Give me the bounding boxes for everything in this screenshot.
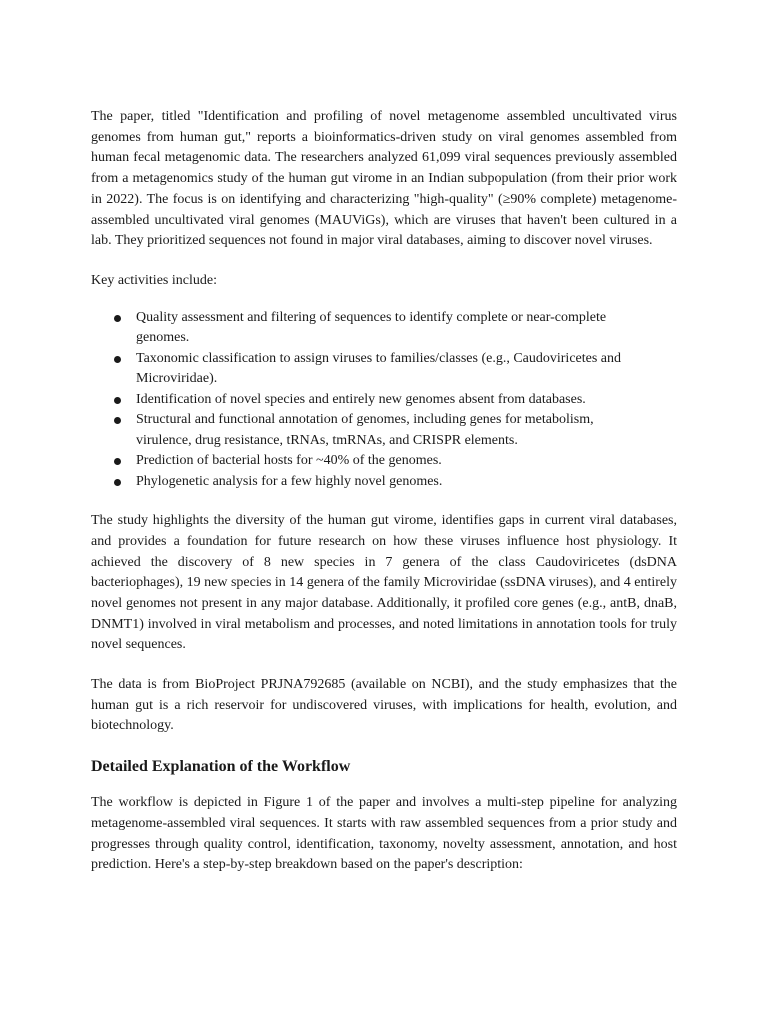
bullet-icon xyxy=(114,356,121,363)
highlights-paragraph: The study highlights the diversity of the human gut virome, identifies gaps in current viral databases, and provides a foundation for future research on how these viruses influence host physiology. It achieved the discovery of 8 new species in 7 genera of the class Caudoviricetes (dsDNA bacteriophages), 19 new species in 14 genera of the family Microviridae (ssDNA viruses), and 4 entirely novel genomes not present in any major database. Additionally, it profiled core genes (e.g., antB, dnaB, DNMT1) involved in viral metabolism and processes, and noted limitations in annotation tools for truly novel sequences. xyxy=(91,513,677,653)
key-activities-list xyxy=(91,308,677,493)
list-item xyxy=(136,472,677,493)
list-item-text: Prediction of bacterial hosts for ~40% of the genomes. xyxy=(136,453,442,469)
list-item-text: Taxonomic classification to assign viruses to families/classes (e.g., Caudoviricetes and Microviridae). xyxy=(136,350,622,387)
list-item xyxy=(136,410,677,451)
intro-paragraph: The paper, titled "Identification and profiling of novel metagenome assembled uncultivated virus genomes from human gut," reports a bioinformatics-driven study on viral genomes assembled from human fecal metagenomic data. The researchers analyzed 61,099 viral sequences previously assembled from a metagenomics study of the human gut virome in an Indian subpopulation (from their prior work in 2022). The focus is on identifying and characterizing "high-quality" (≥90% complete) metagenome-assembled uncultivated viral genomes (MAUViGs), which are viruses that haven't been cultured in a lab. They prioritized sequences not found in major viral databases, aiming to discover novel viruses. xyxy=(91,109,677,249)
list-item xyxy=(136,451,677,472)
list-item-text: Quality assessment and filtering of sequences to identify complete or near-complete genomes. xyxy=(136,309,607,346)
bullet-icon xyxy=(114,417,121,424)
bullet-icon xyxy=(114,458,121,465)
bullet-icon xyxy=(114,397,121,404)
section-heading: Detailed Explanation of the Workflow xyxy=(91,758,351,776)
bullet-icon xyxy=(114,479,121,486)
key-activities-lead: Key activities include: xyxy=(91,272,217,288)
list-item xyxy=(136,308,677,349)
list-item-text: Identification of novel species and entirely new genomes absent from databases. xyxy=(136,391,586,407)
data-source-paragraph: The data is from BioProject PRJNA792685 (available on NCBI), and the study emphasizes that the human gut is a rich reservoir for undiscovered viruses, with implications for health, evolution, and biotechnology. xyxy=(91,677,677,734)
list-item xyxy=(136,349,677,390)
bullet-icon xyxy=(114,315,121,322)
list-item-text: Structural and functional annotation of genomes, including genes for metabolism, virulence, drug resistance, tRNAs, tmRNAs, and CRISPR elements. xyxy=(136,412,594,448)
list-item xyxy=(136,390,677,411)
workflow-paragraph: The workflow is depicted in Figure 1 of the paper and involves a multi-step pipeline for analyzing metagenome-assembled viral sequences. It starts with raw assembled sequences from a prior study and progresses through quality control, identification, taxonomy, novelty assessment, annotation, and host prediction. Here's a step-by-step breakdown based on the paper's description: xyxy=(91,795,677,873)
list-item-text: Phylogenetic analysis for a few highly novel genomes. xyxy=(136,473,443,489)
